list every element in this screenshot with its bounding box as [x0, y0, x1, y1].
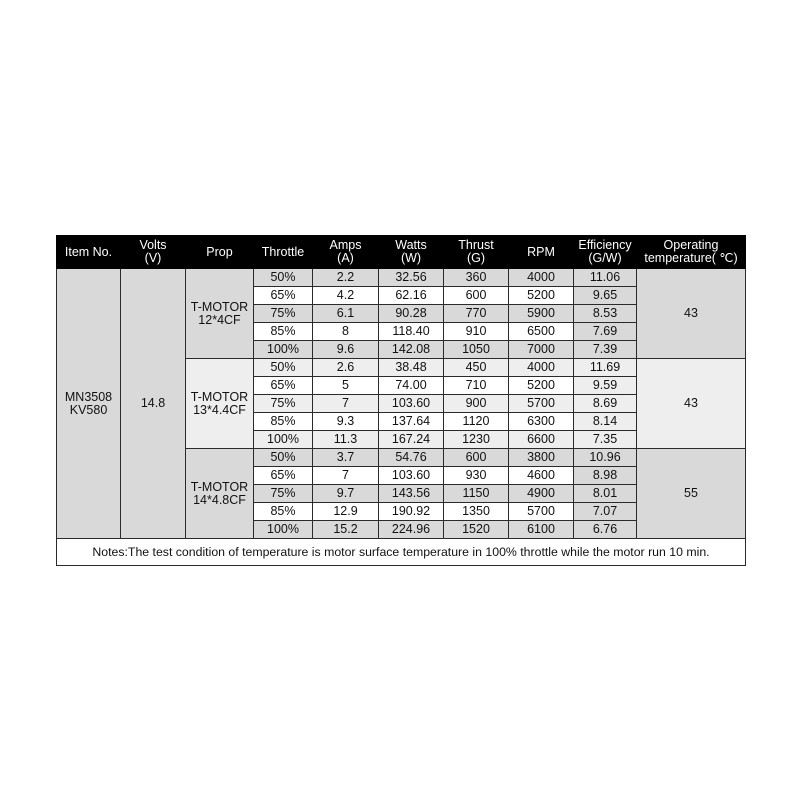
prop-brand: T-MOTOR	[190, 389, 249, 404]
thrust-cell: 1230	[444, 431, 509, 449]
header-throttle: Throttle	[254, 236, 313, 269]
throttle-cell: 50%	[254, 359, 313, 377]
prop-brand: T-MOTOR	[190, 479, 249, 494]
thrust-cell: 360	[444, 269, 509, 287]
header-efficiency: Efficiency (G/W)	[574, 236, 637, 269]
item-number-cell	[57, 269, 121, 539]
efficiency-cell: 9.65	[574, 287, 637, 305]
watts-cell: 32.56	[379, 269, 444, 287]
prop-size: 12*4CF	[198, 312, 241, 327]
amps-cell: 6.1	[313, 305, 379, 323]
watts-cell: 38.48	[379, 359, 444, 377]
prop-cell	[186, 449, 254, 539]
watts-cell: 90.28	[379, 305, 444, 323]
amps-cell: 12.9	[313, 503, 379, 521]
throttle-cell: 75%	[254, 485, 313, 503]
header-thrust: Thrust (G)	[444, 236, 509, 269]
watts-cell: 167.24	[379, 431, 444, 449]
thrust-cell: 710	[444, 377, 509, 395]
thrust-cell: 600	[444, 287, 509, 305]
watts-cell: 74.00	[379, 377, 444, 395]
item-line-2: KV580	[69, 402, 108, 417]
header-watts: Watts (W)	[379, 236, 444, 269]
notes-text: Notes:The test condition of temperature is motor surface temperature in 100% throttle while the motor run 10 min.	[57, 539, 746, 566]
throttle-cell: 50%	[254, 449, 313, 467]
efficiency-cell: 8.01	[574, 485, 637, 503]
thrust-cell: 1050	[444, 341, 509, 359]
watts-cell: 137.64	[379, 413, 444, 431]
amps-cell: 9.7	[313, 485, 379, 503]
header-prop: Prop	[186, 236, 254, 269]
temperature-cell: 43	[637, 359, 746, 449]
amps-cell: 5	[313, 377, 379, 395]
watts-cell: 103.60	[379, 467, 444, 485]
watts-cell: 54.76	[379, 449, 444, 467]
throttle-cell: 75%	[254, 395, 313, 413]
throttle-cell: 85%	[254, 503, 313, 521]
thrust-cell: 600	[444, 449, 509, 467]
header-amps: Amps (A)	[313, 236, 379, 269]
prop-cell	[186, 359, 254, 449]
temperature-cell: 55	[637, 449, 746, 539]
watts-cell: 224.96	[379, 521, 444, 539]
thrust-cell: 930	[444, 467, 509, 485]
header-volts: Volts (V)	[121, 236, 186, 269]
watts-cell: 190.92	[379, 503, 444, 521]
amps-cell: 7	[313, 395, 379, 413]
table-header	[57, 236, 746, 269]
volts-cell: 14.8	[121, 269, 186, 539]
throttle-cell: 100%	[254, 431, 313, 449]
thrust-cell: 1120	[444, 413, 509, 431]
rpm-cell: 5200	[509, 287, 574, 305]
thrust-cell: 1150	[444, 485, 509, 503]
efficiency-cell: 11.69	[574, 359, 637, 377]
thrust-cell: 1520	[444, 521, 509, 539]
prop-brand: T-MOTOR	[190, 299, 249, 314]
throttle-cell: 50%	[254, 269, 313, 287]
watts-cell: 118.40	[379, 323, 444, 341]
throttle-cell: 65%	[254, 377, 313, 395]
rpm-cell: 4000	[509, 359, 574, 377]
rpm-cell: 3800	[509, 449, 574, 467]
table-row	[57, 269, 746, 287]
throttle-cell: 100%	[254, 521, 313, 539]
rpm-cell: 5200	[509, 377, 574, 395]
efficiency-cell: 11.06	[574, 269, 637, 287]
rpm-cell: 4000	[509, 269, 574, 287]
amps-cell: 8	[313, 323, 379, 341]
rpm-cell: 6300	[509, 413, 574, 431]
header-rpm: RPM	[509, 236, 574, 269]
efficiency-cell: 9.59	[574, 377, 637, 395]
amps-cell: 15.2	[313, 521, 379, 539]
efficiency-cell: 7.39	[574, 341, 637, 359]
amps-cell: 7	[313, 467, 379, 485]
watts-cell: 62.16	[379, 287, 444, 305]
efficiency-cell: 7.69	[574, 323, 637, 341]
amps-cell: 2.2	[313, 269, 379, 287]
throttle-cell: 65%	[254, 467, 313, 485]
throttle-cell: 85%	[254, 323, 313, 341]
throttle-cell: 65%	[254, 287, 313, 305]
rpm-cell: 4600	[509, 467, 574, 485]
amps-cell: 9.6	[313, 341, 379, 359]
throttle-cell: 75%	[254, 305, 313, 323]
rpm-cell: 5900	[509, 305, 574, 323]
notes-row	[57, 539, 746, 566]
thrust-cell: 910	[444, 323, 509, 341]
efficiency-cell: 8.53	[574, 305, 637, 323]
throttle-cell: 85%	[254, 413, 313, 431]
efficiency-cell: 10.96	[574, 449, 637, 467]
item-line-1: MN3508	[64, 389, 113, 404]
watts-cell: 103.60	[379, 395, 444, 413]
prop-size: 13*4.4CF	[193, 402, 246, 417]
efficiency-cell: 7.35	[574, 431, 637, 449]
rpm-cell: 4900	[509, 485, 574, 503]
efficiency-cell: 6.76	[574, 521, 637, 539]
rpm-cell: 7000	[509, 341, 574, 359]
thrust-cell: 900	[444, 395, 509, 413]
prop-size: 14*4.8CF	[193, 492, 246, 507]
watts-cell: 142.08	[379, 341, 444, 359]
table-body	[57, 269, 746, 539]
throttle-cell: 100%	[254, 341, 313, 359]
amps-cell: 3.7	[313, 449, 379, 467]
efficiency-cell: 7.07	[574, 503, 637, 521]
amps-cell: 9.3	[313, 413, 379, 431]
header-temperature: Operating temperature( ℃)	[637, 236, 746, 269]
rpm-cell: 6500	[509, 323, 574, 341]
rpm-cell: 6600	[509, 431, 574, 449]
rpm-cell: 5700	[509, 395, 574, 413]
rpm-cell: 6100	[509, 521, 574, 539]
header-item: Item No.	[57, 236, 121, 269]
rpm-cell: 5700	[509, 503, 574, 521]
thrust-cell: 770	[444, 305, 509, 323]
efficiency-cell: 8.69	[574, 395, 637, 413]
thrust-cell: 1350	[444, 503, 509, 521]
header-row	[57, 236, 746, 269]
thrust-cell: 450	[444, 359, 509, 377]
amps-cell: 11.3	[313, 431, 379, 449]
prop-cell	[186, 269, 254, 359]
efficiency-cell: 8.14	[574, 413, 637, 431]
amps-cell: 4.2	[313, 287, 379, 305]
amps-cell: 2.6	[313, 359, 379, 377]
motor-spec-table	[56, 235, 746, 566]
efficiency-cell: 8.98	[574, 467, 637, 485]
temperature-cell: 43	[637, 269, 746, 359]
watts-cell: 143.56	[379, 485, 444, 503]
